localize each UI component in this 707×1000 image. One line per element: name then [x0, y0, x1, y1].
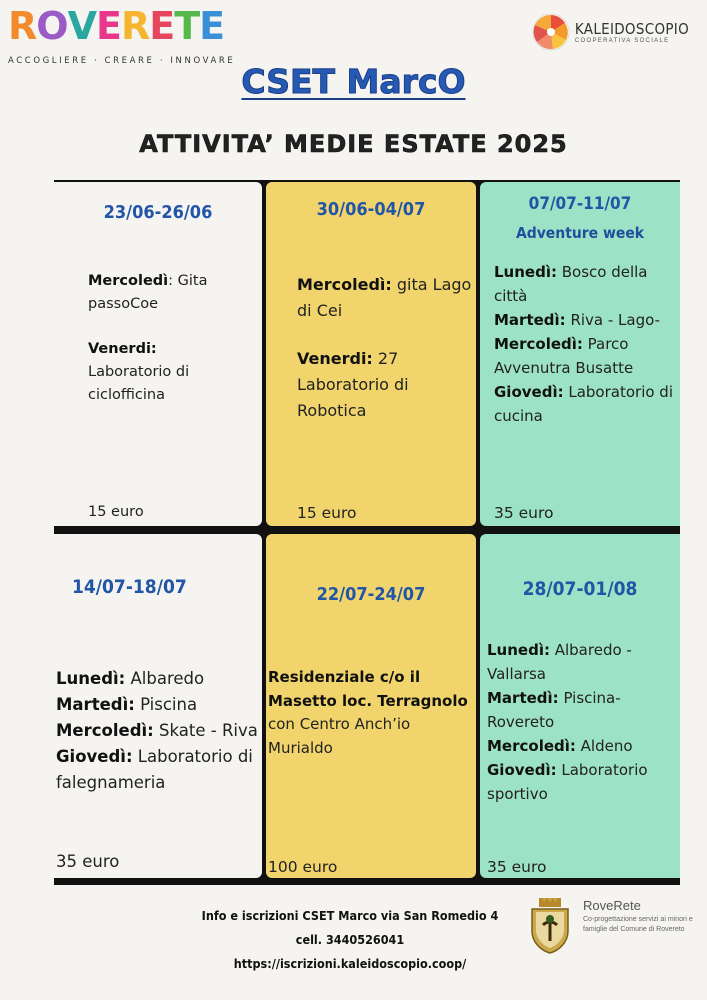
- activity-line: [494, 260, 678, 308]
- week-activities: [88, 270, 258, 407]
- roverete-partner: [583, 898, 698, 935]
- activity-gap: [297, 324, 472, 346]
- logo-letter: O: [36, 4, 68, 48]
- activity-line: [88, 338, 258, 361]
- activity-line: [56, 718, 260, 744]
- week-date: 14/07-18/07: [72, 576, 187, 598]
- week-card-6: [480, 534, 680, 878]
- week-card-1: [54, 182, 262, 526]
- footer-address: Info e iscrizioni CSET Marco via San Romedio 4: [201, 908, 499, 923]
- activity-day: Mercoledì:: [297, 275, 392, 294]
- activity-text: Bosco della città: [494, 263, 648, 305]
- week-date: 22/07-24/07: [316, 584, 426, 605]
- activity-day: Venerdi:: [88, 341, 157, 357]
- activity-line: [56, 666, 260, 692]
- activity-line: [56, 692, 260, 718]
- page-title: CSET MarcO: [241, 62, 466, 101]
- week-price: 15 euro: [88, 504, 144, 520]
- activity-text: gita Lago di Cei: [297, 275, 472, 320]
- activity-line: [56, 744, 260, 796]
- week-activities: [56, 666, 260, 796]
- week-activities: [494, 260, 678, 428]
- activity-text: Albaredo: [125, 669, 205, 688]
- week-price: 35 euro: [56, 852, 120, 871]
- page-subtitle: ATTIVITA’ MEDIE ESTATE 2025: [139, 130, 568, 158]
- activity-text: Parco Avvenutra Busatte: [494, 335, 634, 377]
- activity-line: [487, 638, 679, 686]
- logo-letter: R: [120, 4, 150, 48]
- activity-line: [88, 270, 258, 316]
- activity-day: Mercoledì:: [487, 737, 576, 755]
- roverete-logo: [8, 6, 235, 66]
- logo-letter: T: [174, 4, 200, 48]
- week-activities: [297, 272, 472, 424]
- logo-letter: E: [199, 4, 225, 48]
- activity-day: Giovedì:: [56, 747, 133, 766]
- roverete-partner-desc: Co-progettazione servizi ai minori e famiglie del Comune di Rovereto: [583, 916, 693, 933]
- activity-line: [494, 380, 678, 428]
- week-price: 100 euro: [268, 858, 338, 876]
- week-date: 28/07-01/08: [522, 578, 638, 600]
- activity-line: [487, 758, 679, 806]
- activity-line: [297, 272, 472, 324]
- logo-letter: E: [96, 4, 121, 48]
- activity-text: Piscina: [134, 695, 198, 714]
- week-date: 07/07-11/07: [528, 194, 632, 214]
- activity-text: : Gita passoCoe: [88, 273, 208, 312]
- activity-text: Laboratorio di falegnameria: [56, 747, 253, 792]
- activity-line: [487, 686, 679, 734]
- activity-day: Giovedì:: [494, 383, 564, 401]
- activity-day: Residenziale c/o il Masetto loc. Terragnolo: [268, 668, 468, 710]
- week-price: 35 euro: [494, 504, 554, 522]
- activity-line: [494, 332, 678, 380]
- week-activities: [487, 638, 679, 806]
- week-date: 30/06-04/07: [316, 199, 426, 220]
- activity-line: [268, 666, 474, 760]
- activity-day: Martedì:: [494, 311, 566, 329]
- activity-text: Laboratorio di cucina: [494, 383, 673, 425]
- week-note: Adventure week: [515, 224, 645, 242]
- activity-day: Mercoledì:: [56, 721, 154, 740]
- week-card-4: [54, 534, 262, 878]
- roverete-logo-wordmark: [8, 6, 235, 46]
- logo-letter: V: [67, 4, 96, 48]
- kaleidoscopio-name: KALEIDOSCOPIO: [574, 20, 689, 38]
- week-card-3: [480, 182, 680, 526]
- activity-text: Skate - Riva: [153, 721, 258, 740]
- activity-line: [88, 361, 258, 407]
- activity-text: 27 Laboratorio di Robotica: [297, 349, 409, 420]
- week-price: 35 euro: [487, 858, 547, 876]
- kaleidoscopio-subtitle: COOPERATIVA SOCIALE: [574, 38, 670, 44]
- activity-line: [297, 346, 472, 424]
- activity-text: Laboratorio sportivo: [487, 761, 648, 803]
- activity-day: Mercoledì: [88, 273, 169, 289]
- activity-day: Giovedì:: [487, 761, 557, 779]
- activity-day: Lunedì:: [56, 669, 126, 688]
- activity-text: Laboratorio di ciclofficina: [88, 364, 190, 403]
- activity-text: Aldeno: [575, 737, 633, 755]
- activity-day: Lunedì:: [494, 263, 557, 281]
- footer-info: [160, 904, 540, 976]
- activity-text: Piscina-Rovereto: [487, 689, 621, 731]
- activity-day: Mercoledì:: [494, 335, 583, 353]
- activity-day: Lunedì:: [487, 641, 550, 659]
- week-price: 15 euro: [297, 504, 357, 522]
- activity-line: [487, 734, 679, 758]
- footer-link[interactable]: https://iscrizioni.kaleidoscopio.coop/: [233, 956, 467, 971]
- week-card-2: [266, 182, 476, 526]
- logo-tagline: ACCOGLIERE · CREARE · INNOVARE: [8, 56, 236, 66]
- roverete-partner-name: RoveRete: [583, 898, 641, 913]
- kaleidoscopio-flower-icon: [531, 12, 571, 52]
- activity-day: Martedì:: [56, 695, 135, 714]
- weeks-grid: [54, 180, 680, 885]
- activity-text: Albaredo - Vallarsa: [487, 641, 632, 683]
- activity-gap: [88, 316, 258, 338]
- activity-day: Martedì:: [487, 689, 559, 707]
- comune-crest-icon: [527, 897, 573, 955]
- activity-line: [494, 308, 678, 332]
- activity-text: Riva - Lago-: [565, 311, 660, 329]
- week-activities: [268, 666, 474, 760]
- kaleidoscopio-logo: [531, 12, 689, 52]
- activity-day: Venerdi:: [297, 349, 373, 368]
- logo-letter: E: [149, 4, 175, 48]
- footer-phone: cell. 3440526041: [295, 932, 405, 947]
- week-date: 23/06-26/06: [103, 202, 213, 223]
- week-card-5: [266, 534, 476, 878]
- logo-letter: R: [8, 4, 37, 48]
- activity-text: con Centro Anch’io Murialdo: [268, 715, 411, 757]
